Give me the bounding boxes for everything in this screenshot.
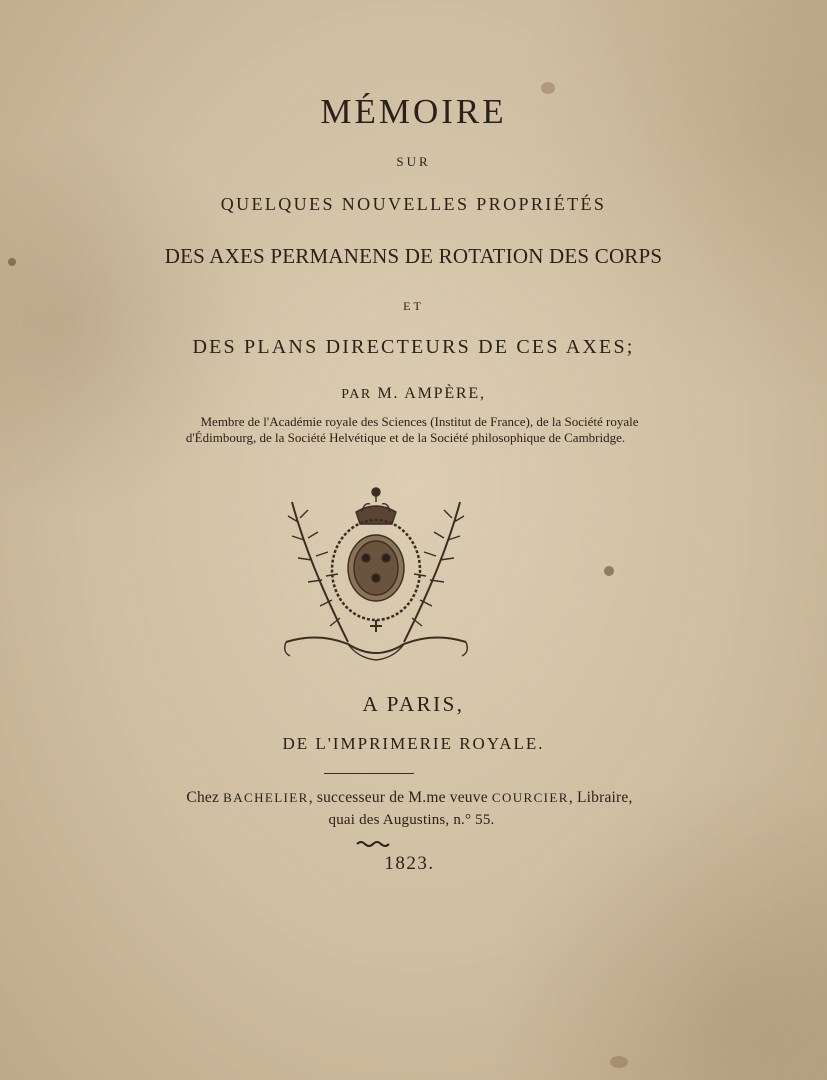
bookseller-address: quai des Augustins, n.° 55. xyxy=(328,812,495,828)
affiliation-line-1: Membre de l'Académie royale des Sciences (Institut de France), de la Société royale xyxy=(200,414,639,429)
bookseller-suffix: , Libraire, xyxy=(568,789,633,806)
imprint-place: A PARIS, xyxy=(362,692,465,716)
foxing-stain xyxy=(604,566,614,576)
title-connector-et: ET xyxy=(403,299,424,313)
bookseller-name-2: COURCIER xyxy=(491,790,569,805)
bookseller-name: BACHELIER xyxy=(223,790,309,805)
bookseller-line xyxy=(0,789,823,807)
imprint-printer: DE L'IMPRIMERIE ROYALE. xyxy=(282,734,545,753)
fleuron-ornament-icon xyxy=(356,840,390,848)
author-par: PAR xyxy=(341,387,372,402)
bookseller-mid: , successeur de M.me veuve xyxy=(308,789,488,806)
foxing-stain xyxy=(8,258,16,266)
subtitle-line-2: DES AXES PERMANENS DE ROTATION DES CORPS xyxy=(164,244,663,268)
foxing-stain xyxy=(610,1056,628,1068)
document-title: MÉMOIRE xyxy=(320,92,507,131)
subtitle-line-1: QUELQUES NOUVELLES PROPRIÉTÉS xyxy=(220,194,607,214)
title-connector-sur: SUR xyxy=(396,154,431,169)
royal-coat-of-arms-icon xyxy=(278,482,474,670)
subtitle-line-3: DES PLANS DIRECTEURS DE CES AXES; xyxy=(192,336,635,358)
divider-rule xyxy=(324,773,414,774)
foxing-stain xyxy=(541,82,555,94)
affiliation-line-2: d'Édimbourg, de la Société Helvétique et de la Société philosophique de Cambridge. xyxy=(185,430,626,445)
bookseller-prefix: Chez xyxy=(186,789,220,806)
publication-year: 1823. xyxy=(384,853,435,874)
author-name: M. AMPÈRE, xyxy=(377,385,486,402)
author-line xyxy=(0,385,827,403)
